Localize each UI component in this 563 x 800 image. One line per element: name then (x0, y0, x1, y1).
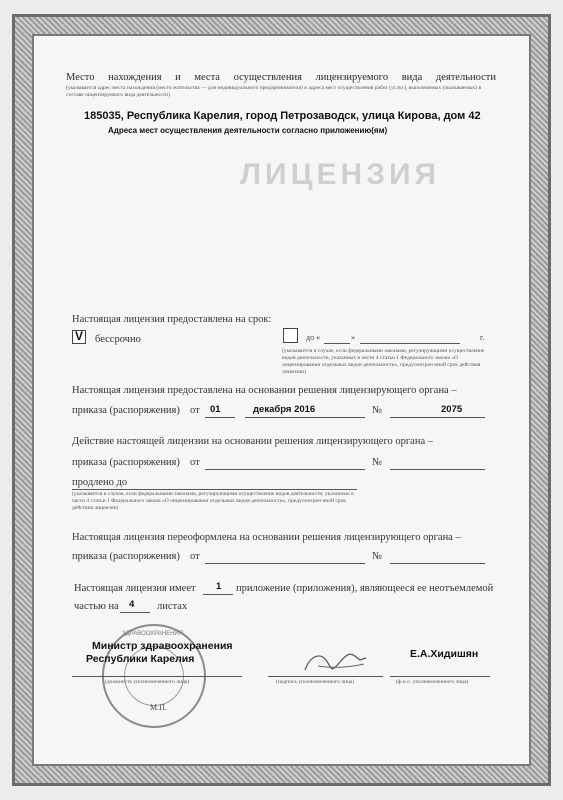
check-mark: V (75, 329, 84, 343)
name-line (390, 676, 490, 677)
until-month-line (360, 343, 460, 344)
grant-number: 2075 (441, 404, 463, 415)
address-note: (указывается адрес места нахождения (место жительства — для индивидуального предпринимателя) и адреса мест осуществления работ (услуг), выполняемых (оказываемых) в составе лицензируемого вида деятельности) (66, 85, 482, 98)
action-number-sign: № (372, 457, 383, 468)
grant-day: 01 (210, 404, 221, 415)
appendix-address-reference: Адреса мест осуществления деятельности согласно приложению(ям) (108, 126, 388, 135)
address-heading: Место нахождения и места осуществления лицензируемого вида деятельности (66, 72, 496, 83)
appendix-sheets-line (120, 612, 150, 613)
grant-month-year: декабря 2016 (253, 404, 316, 415)
action-from-label: от (190, 457, 200, 468)
reissue-date-line (205, 563, 365, 564)
appendix-prefix: Настоящая лицензия имеет (74, 583, 196, 594)
term-heading: Настоящая лицензия предоставлена на срок: (72, 314, 272, 325)
action-extended-line (72, 489, 357, 490)
indefinite-checkbox[interactable] (72, 330, 86, 344)
grant-day-line (205, 417, 235, 418)
grant-month-line (245, 417, 365, 418)
license-address: 185035, Республика Карелия, город Петрозаводск, улица Кирова, дом 42 (84, 110, 481, 122)
action-heading: Действие настоящей лицензии на основании решения лицензирующего органа – (72, 436, 433, 447)
signature-line (268, 676, 383, 677)
reissue-from-label: от (190, 551, 200, 562)
grant-from-label: от (190, 405, 200, 416)
signature-caption: (подпись уполномоченного лица) (276, 679, 355, 685)
action-number-line (390, 469, 485, 470)
grant-order-label: приказа (распоряжения) (72, 405, 180, 416)
grant-number-line (390, 417, 485, 418)
action-extended-note: (указывается в случае, если федеральными законами, регулирующими осуществление видов деятельности, указанных в части 4 статьи 1 Федерального закона «О лицензировании отдельных видов деятельности», предусмотрен иной срок действия лицензии) (72, 491, 354, 511)
seal-label: М.П. (150, 703, 167, 712)
grant-number-sign: № (372, 405, 383, 416)
until-prefix: до « (306, 333, 321, 342)
appendix-part-label: частью на (74, 601, 119, 612)
reissue-number-sign: № (372, 551, 383, 562)
signer-name: Е.А.Хидишян (410, 648, 479, 660)
reissue-number-line (390, 563, 485, 564)
action-extended-label: продлено до (72, 477, 128, 488)
indefinite-label: бессрочно (95, 334, 141, 345)
appendix-sheets-label: листах (157, 601, 188, 612)
until-date-checkbox[interactable] (283, 328, 298, 343)
signer-position-line2: Республики Карелия (86, 653, 195, 665)
position-line (72, 676, 242, 677)
until-suffix: г. (480, 333, 485, 342)
signature-scribble (300, 648, 370, 678)
action-date-line (205, 469, 365, 470)
position-caption: (должность уполномоченного лица) (105, 679, 190, 685)
until-note: (указывается в случае, если федеральными законами, регулирующими осуществление видов деятельности, указанных в части 4 статьи 1 Федерального закона «О лицензировании отдельных видов деятельности», предусмотрен иной срок действия лицензии) (282, 348, 485, 375)
signer-position-line1: Министр здравоохранения (92, 640, 233, 652)
name-caption: (ф.и.о. уполномоченного лица) (396, 679, 469, 685)
until-mid: » (351, 333, 355, 342)
appendix-sheets: 4 (129, 599, 135, 610)
grant-heading: Настоящая лицензия предоставлена на основании решения лицензирующего органа – (72, 385, 457, 396)
reissue-order-label: приказа (распоряжения) (72, 551, 180, 562)
ghost-license-title: ЛИЦЕНЗИЯ (240, 158, 441, 191)
until-day-line (324, 343, 350, 344)
appendix-count-line (203, 594, 233, 595)
seal-text: ЗДРАВООХРАНЕНИЯ (122, 631, 184, 637)
appendix-count: 1 (216, 581, 222, 592)
appendix-suffix: приложение (приложения), являющееся ее неотъемлемой (236, 583, 494, 594)
reissue-heading: Настоящая лицензия переоформлена на основании решения лицензирующего органа – (72, 532, 461, 543)
action-order-label: приказа (распоряжения) (72, 457, 180, 468)
